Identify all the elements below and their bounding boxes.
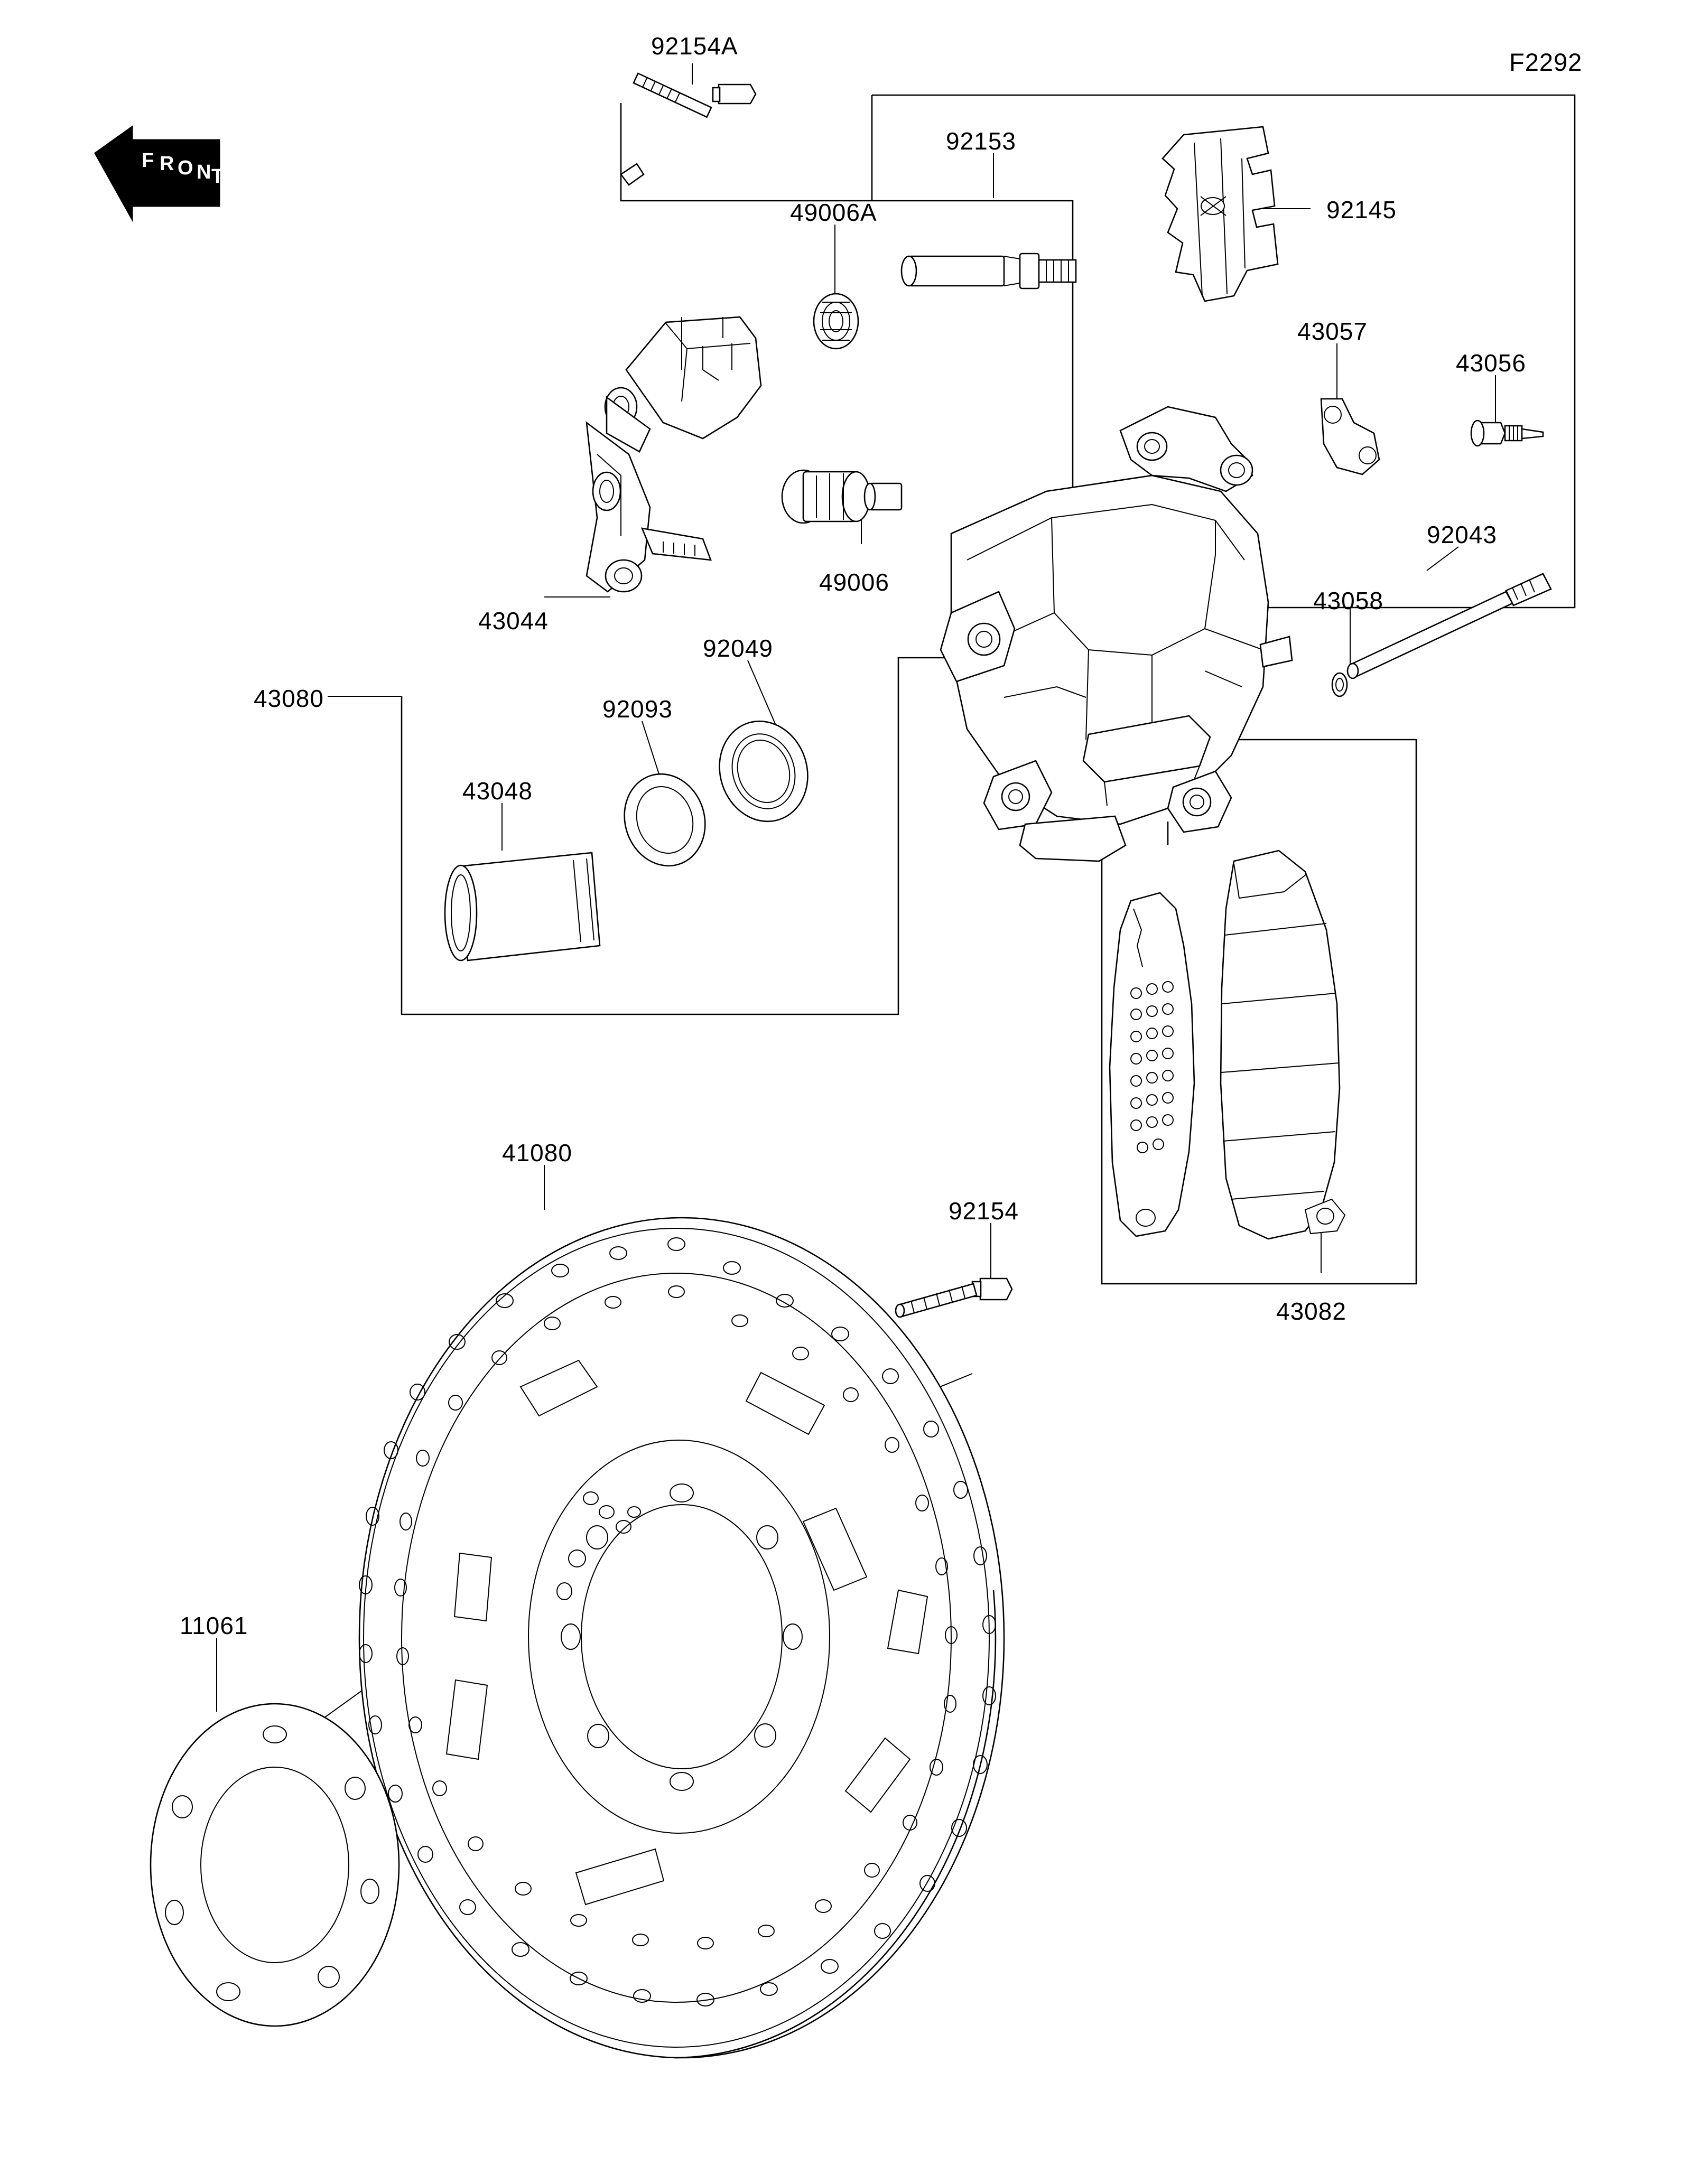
callout-92049: 92049 bbox=[703, 634, 773, 662]
part-43048-piston bbox=[445, 853, 600, 960]
callout-92153: 92153 bbox=[946, 127, 1016, 155]
callout-92154A: 92154A bbox=[651, 32, 738, 60]
part-43056-bleed-valve bbox=[1471, 421, 1543, 446]
part-43057-clip bbox=[1321, 399, 1379, 474]
callout-43056: 43056 bbox=[1456, 349, 1526, 377]
part-41080-brake-disc bbox=[359, 1218, 1004, 2058]
callout-92145: 92145 bbox=[1326, 196, 1397, 223]
callout-43057: 43057 bbox=[1297, 318, 1368, 345]
part-92154-bolt bbox=[896, 1278, 1012, 1317]
callout-43080: 43080 bbox=[254, 685, 324, 712]
svg-text:T: T bbox=[211, 165, 224, 188]
callout-92043: 92043 bbox=[1427, 521, 1497, 548]
callout-43048: 43048 bbox=[462, 777, 533, 805]
part-11061-gasket bbox=[151, 1704, 399, 2026]
part-caliper-body bbox=[941, 407, 1292, 861]
front-arrow-icon bbox=[95, 127, 224, 219]
part-92049-oil-seal bbox=[707, 710, 820, 833]
svg-text:R: R bbox=[160, 153, 174, 175]
part-49006A-seal bbox=[814, 294, 858, 349]
callout-11061: 11061 bbox=[180, 1612, 248, 1639]
part-43082-brake-pads bbox=[1110, 851, 1345, 1239]
part-49006-seal bbox=[782, 470, 902, 523]
part-43058-bushing bbox=[1332, 673, 1347, 696]
callout-41080: 41080 bbox=[502, 1139, 572, 1166]
svg-text:F: F bbox=[142, 150, 154, 172]
part-92154A-bolt bbox=[621, 73, 756, 185]
callout-92093: 92093 bbox=[602, 695, 673, 723]
part-92093-seal-ring bbox=[612, 763, 717, 876]
callout-43058: 43058 bbox=[1313, 587, 1383, 614]
callout-43082: 43082 bbox=[1276, 1298, 1346, 1325]
callout-49006A: 49006A bbox=[790, 199, 877, 226]
part-43044-caliper-holder bbox=[587, 317, 761, 592]
sheet-code: F2292 bbox=[1509, 48, 1583, 76]
callout-92154: 92154 bbox=[949, 1197, 1019, 1225]
part-92145-spring bbox=[1163, 127, 1278, 301]
callout-49006: 49006 bbox=[819, 568, 889, 596]
part-92153-bolt bbox=[902, 254, 1076, 288]
svg-text:O: O bbox=[178, 157, 193, 179]
callout-43044: 43044 bbox=[478, 607, 549, 634]
svg-text:N: N bbox=[197, 161, 211, 183]
